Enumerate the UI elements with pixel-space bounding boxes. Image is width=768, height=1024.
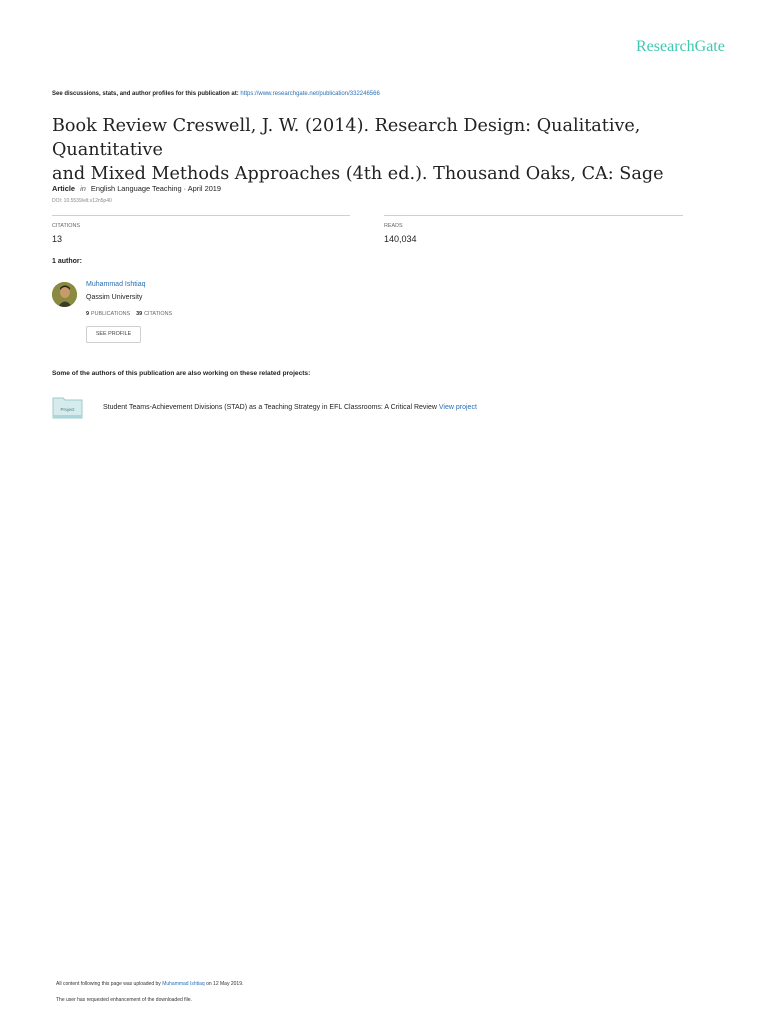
publication-url-link[interactable]: https://www.researchgate.net/publication/332246566 xyxy=(240,91,380,97)
see-profile-button[interactable]: SEE PROFILE xyxy=(86,326,141,343)
journal-info: English Language Teaching · April 2019 xyxy=(90,184,222,193)
article-type: Article xyxy=(52,184,76,193)
project-folder-icon xyxy=(52,396,83,419)
discussions-text: See discussions, stats, and author profiles for this publication at: xyxy=(52,91,239,97)
divider xyxy=(52,215,350,216)
author-photo-icon xyxy=(52,282,77,307)
in-text: in xyxy=(80,184,86,193)
publications-count: 9 xyxy=(86,311,89,317)
title-line: Book Review Creswell, J. W. (2014). Research Design: Qualitative, Quantitative xyxy=(52,116,641,160)
citations-value: 13 xyxy=(52,234,63,244)
author-name-link[interactable]: Muhammad Ishtiaq xyxy=(86,281,146,288)
discussions-line xyxy=(52,91,380,97)
avatar[interactable] xyxy=(52,282,77,307)
view-project-link[interactable]: View project xyxy=(438,404,477,411)
upload-prefix: All content following this page was uploaded by xyxy=(56,981,161,987)
author-stats xyxy=(86,311,172,317)
author-institution: Qassim University xyxy=(86,294,143,301)
divider xyxy=(384,215,683,216)
related-projects-heading: Some of the authors of this publication are also working on these related projects: xyxy=(52,370,311,377)
reads-value: 140,034 xyxy=(384,234,417,244)
author-citations-count: 39 xyxy=(136,311,143,317)
reads-label: READS xyxy=(384,223,403,229)
upload-note xyxy=(56,981,243,987)
publication-meta xyxy=(52,184,221,193)
enhancement-note: The user has requested enhancement of the downloaded file. xyxy=(56,997,192,1003)
publication-title xyxy=(52,114,742,186)
researchgate-logo[interactable]: ResearchGate xyxy=(636,38,725,55)
upload-suffix: on 12 May 2019. xyxy=(206,981,244,987)
author-citations-label: CITATIONS xyxy=(144,311,173,317)
title-line: and Mixed Methods Approaches (4th ed.). Thousand Oaks, CA: Sage xyxy=(52,164,664,184)
project-title: Student Teams-Achievement Divisions (STAD) as a Teaching Strategy in EFL Classrooms: A Critical Review xyxy=(103,404,437,411)
citations-label: CITATIONS xyxy=(52,223,80,229)
related-project-item xyxy=(103,404,477,411)
doi: DOI: 10.5539/elt.v12n5p40 xyxy=(52,198,112,204)
publications-label: PUBLICATIONS xyxy=(91,311,131,317)
uploader-link[interactable]: Muhammad Ishtiaq xyxy=(162,981,205,987)
authors-count: 1 author: xyxy=(52,258,82,265)
project-icon-label: Project xyxy=(60,407,75,412)
